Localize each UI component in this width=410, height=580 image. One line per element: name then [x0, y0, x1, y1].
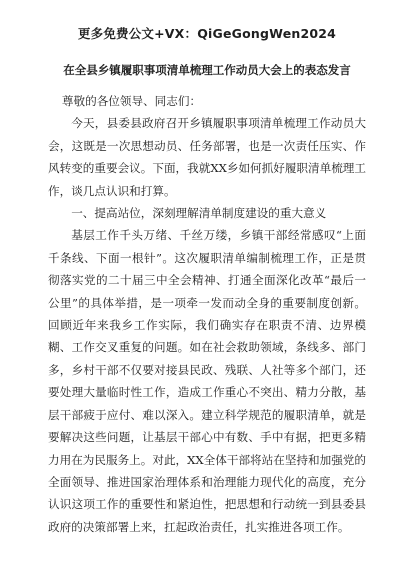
section-heading-one: 一、提高站位，深刻理解清单制度建设的重大意义 — [71, 206, 327, 221]
body-paragraph-intro: 今天，县委县政府召开乡镇履职事项清单梳理工作动员大会，这既是一次思想动员、任务部署，也是一次责任压实、作风转变的重要会议。下面，我就XX乡如何抓好履职清单梳理工作，谈几点认识和打算。 — [48, 116, 366, 198]
salutation: 尊敬的各位领导、同志们： — [61, 94, 202, 108]
promo-banner: 更多免费公文+VX：QiGeGongWen2024 — [77, 26, 337, 41]
body-paragraph-section-one: 基层工作千头万绪、千丝万缕，乡镇干部经常感叹“上面千条线、下面一根针”。这次履职清单编制梳理工作，正是贯彻落实党的二十届三中全会精神、打通全面深化改革“最后一公里”的具体举措，是一项牵一发而动全身的重要制度创新。回顾近年来我乡工作实际，我们确实存在职责不清、边界模糊、工作交叉重复的问题。如在社会救助领域，条线多、部门多，乡村干部不仅要对接县民政、残联、人社等多个部门，还要处理大量临时性工作，造成工作重心不突出、精力分散，基层干部疲于应付、难以深入。建立科学规范的履职清单，就是要解决这些问题，让基层干部心中有数、手中有据，把更多精力用在为民服务上。对此，XX全体干部将站在坚持和加强党的全面领导、推进国家治理体系和治理能力现代化的高度，充分认识这项工作的重要性和紧迫性，把思想和行动统一到县委县政府的决策部署上来，扛起政治责任，扎实推进各项工作。 — [48, 228, 366, 534]
document-title: 在全县乡镇履职事项清单梳理工作动员大会上的表态发言 — [63, 63, 351, 77]
